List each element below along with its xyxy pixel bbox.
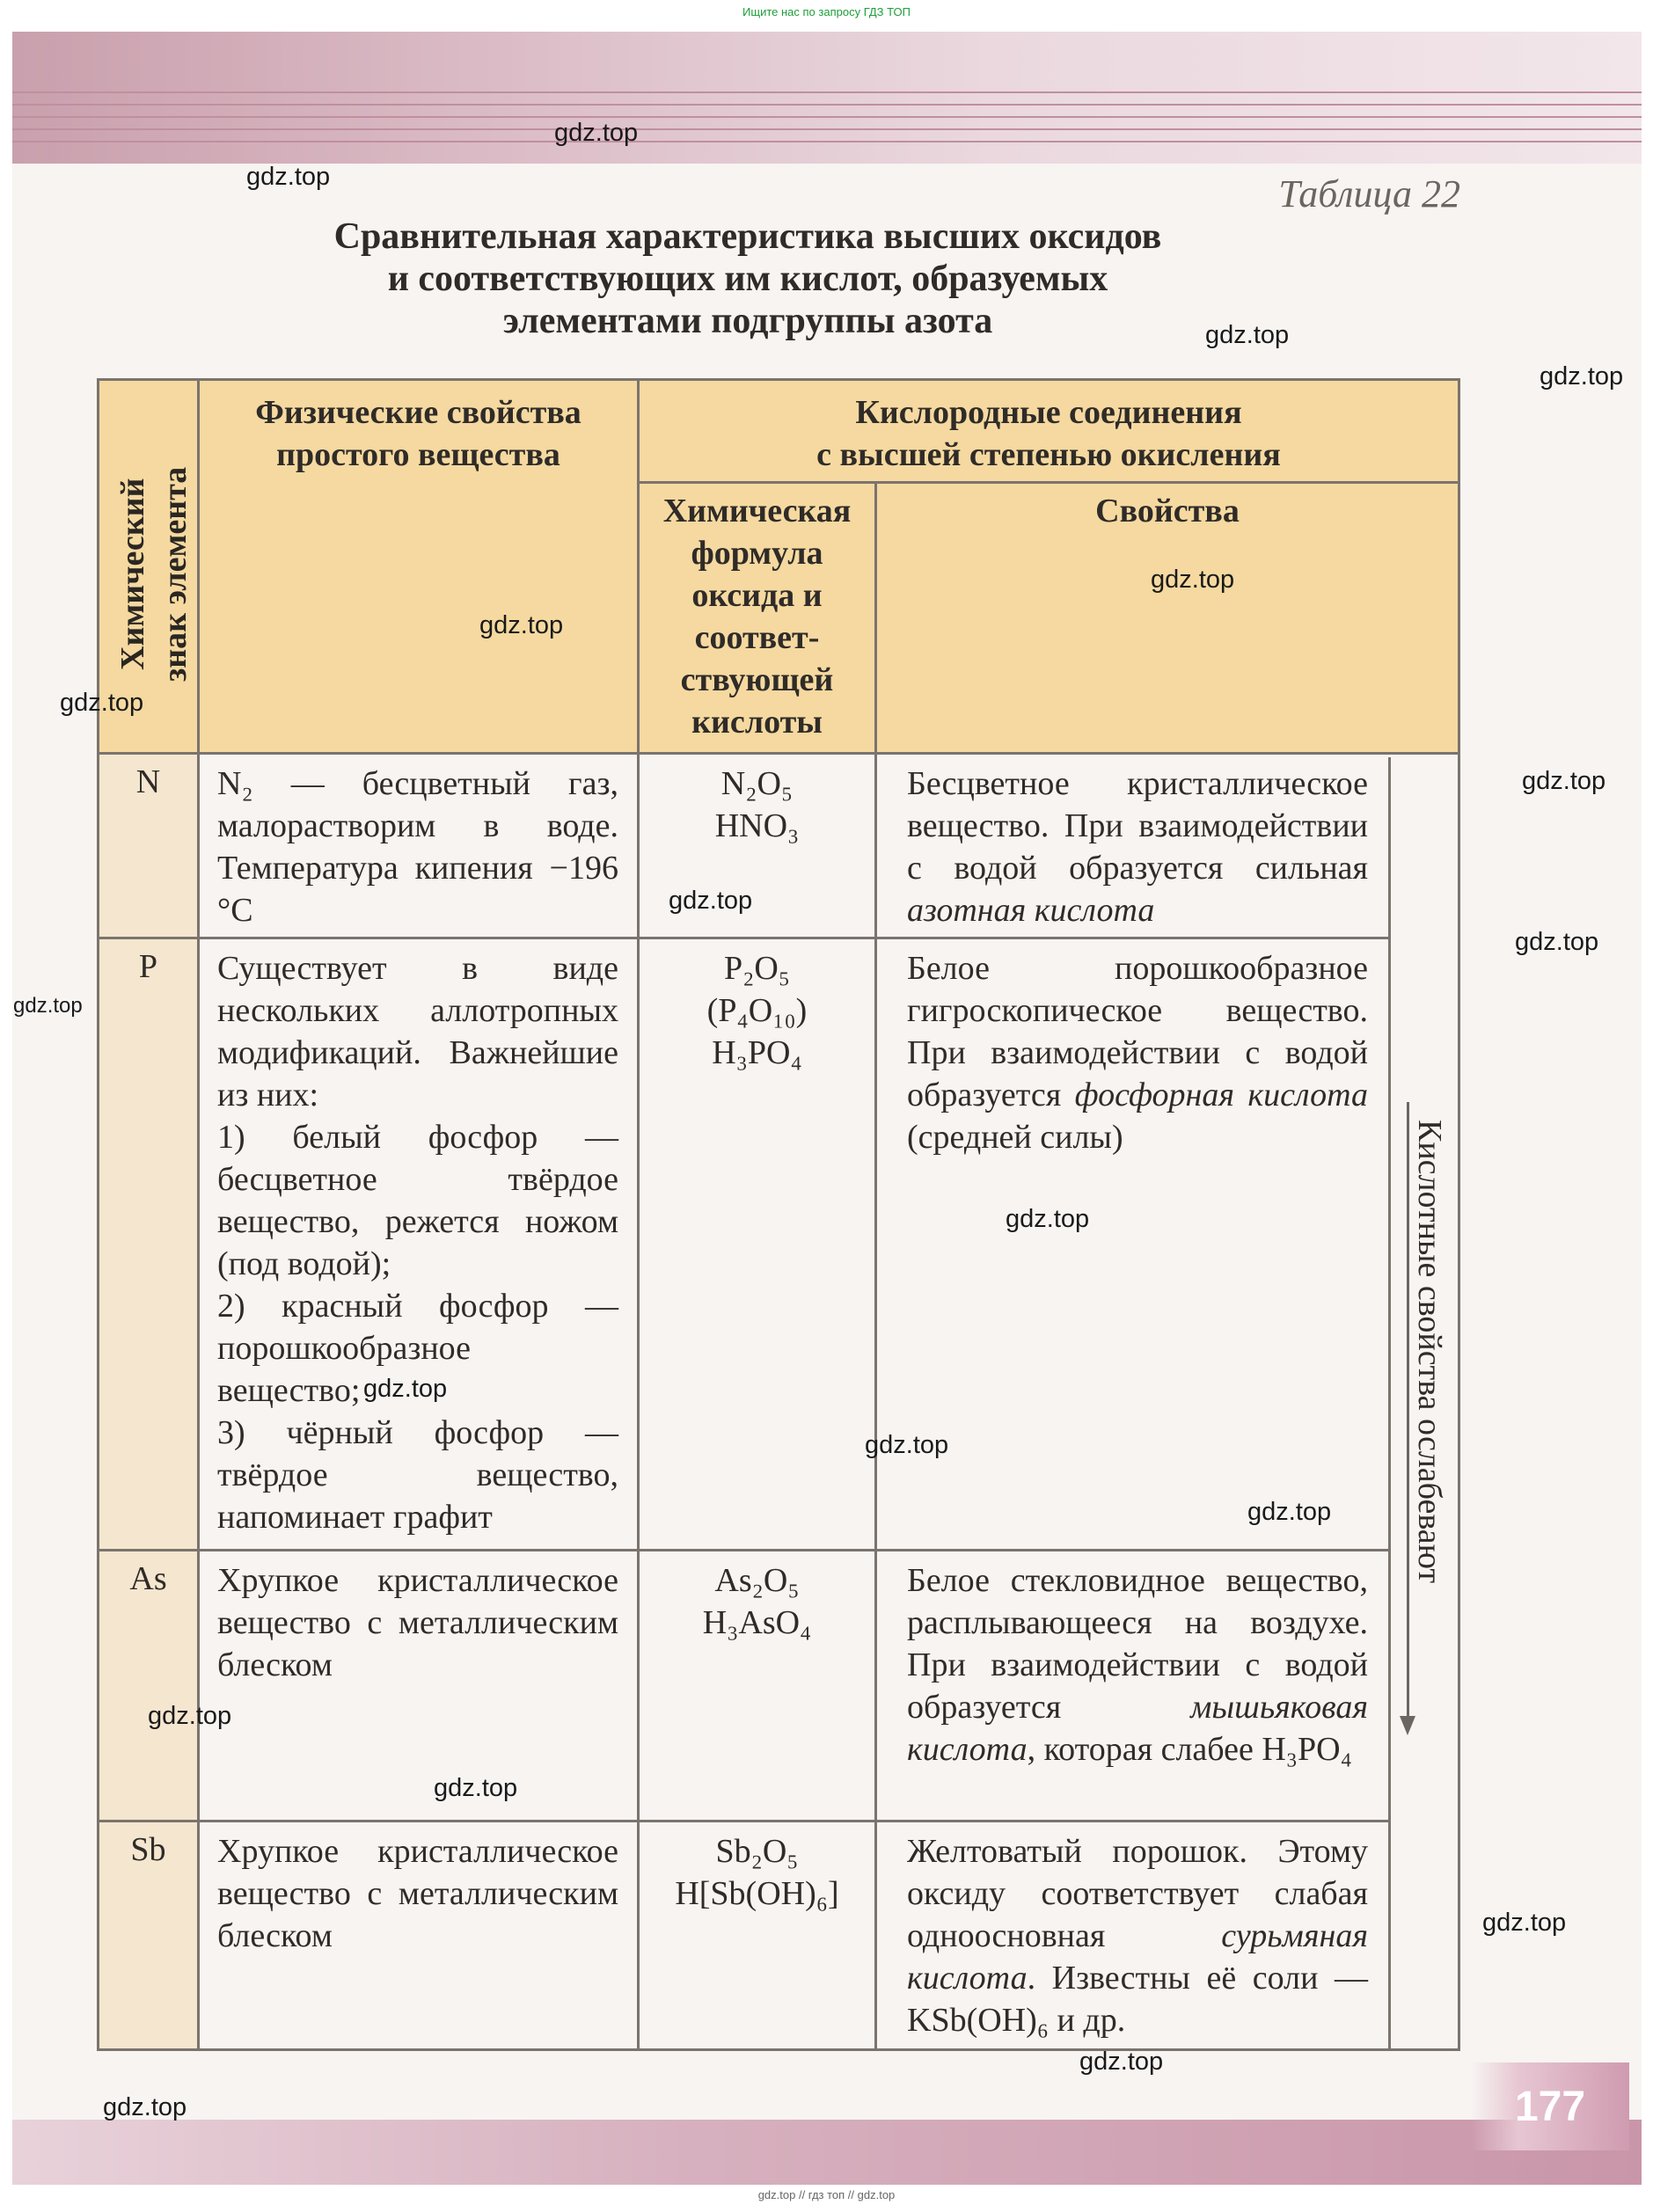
row-formulas [640,1559,874,1644]
formula: H₃PO₄ [712,1034,802,1071]
acidity-trend-label: Кислотные свойства ослабевают [1411,1120,1448,1584]
row-symbol: N [135,763,161,800]
header-line: Кислородные соединения [855,394,1242,431]
allotrope-item: 3) чёрный фосфор — твёрдое вещество, напоминает графит [217,1414,618,1536]
table-label: Таблица 22 [1278,172,1460,215]
watermark: gdz.top [1151,566,1235,594]
acid-name: азотная кислота [907,892,1155,929]
physical-text: Существует в виде нескольких аллотропных модификаций. Важнейшие из них: [217,950,618,1113]
properties-text: Белое стекловидное вещество, расплывающееся на воздухе. При взаимодействии с водой образуется [907,1562,1368,1726]
row-divider [99,1549,1388,1551]
watermark: gdz.top [1247,1498,1332,1526]
top-note[interactable]: Ищите нас по запросу ГДЗ ТОП [742,5,911,18]
row-physical: Хрупкое кристаллическое вещество с металлическим блеском [217,1562,618,1683]
acid-name: мышьяковая кислота [907,1689,1368,1768]
banner-stripe [12,116,1642,118]
page-title [220,215,1276,342]
properties-text: Бесцветное кристаллическое вещество. При взаимодействии с водой образуется сильная [907,765,1368,887]
acid-name: фосфорная кислота [1074,1077,1368,1113]
header-line: Физические свойства [255,394,581,431]
header-divider [99,752,1458,755]
formula: N₂O₅ [720,765,794,802]
watermark: gdz.top [1515,928,1599,956]
watermark: gdz.top [60,689,144,717]
row-symbol: As [129,1560,167,1597]
row-properties [907,1559,1368,1770]
watermark: gdz.top [554,119,639,147]
title-line: и соответствующих им кислот, образуемых [387,259,1108,299]
page-number: 177 [1471,2062,1629,2150]
symbol-header-line: Химический [114,478,151,671]
formula: As₂O₅ [714,1562,800,1599]
header-line: Химическая [662,493,852,529]
header-line: оксида и [691,577,823,614]
arrow-shaft [1407,1102,1409,1718]
watermark: gdz.top [479,611,564,639]
watermark: gdz.top [1540,362,1624,391]
comparison-table [97,378,1460,2051]
formula: (P₄O₁₀) [706,992,808,1029]
watermark: gdz.top [434,1774,518,1802]
column-divider [197,381,200,2048]
title-line: Сравнительная характеристика высших оксидов [333,216,1162,257]
header-divider [637,481,1458,484]
watermark: gdz.top [1006,1205,1090,1233]
properties-text: , которая слабее H₃PO₄ [1027,1731,1352,1768]
watermark: gdz.top [1079,2048,1164,2076]
physical-header [200,391,637,476]
row-formulas [640,763,874,847]
watermark: gdz.top [13,994,83,1018]
watermark: gdz.top [1522,767,1606,795]
header-line: соответ- [694,619,820,656]
properties-text: (средней силы) [907,1119,1123,1156]
row-formulas [640,1830,874,1915]
row-formulas [640,947,874,1074]
header-line: ствующей [680,661,834,698]
symbol-header-line: знак элемента [157,466,194,683]
banner-stripe [12,104,1642,106]
allotrope-item: 1) белый фосфор — бесцветное твёрдое вещество, режется ножом (под водой); [217,1119,618,1282]
row-symbol: P [138,948,158,985]
watermark: gdz.top [246,163,331,191]
header-line: формула [691,535,823,572]
row-properties [907,947,1368,1158]
row-physical: N₂ — бесцветный газ, малорастворим в воде. Температура кипения −196 °C [217,765,618,929]
formula-header [640,490,874,743]
watermark: gdz.top [148,1702,232,1730]
banner-stripe [12,91,1642,93]
row-divider [99,937,1388,939]
bottom-note[interactable]: gdz.top // гдз топ // gdz.top [757,2188,896,2201]
properties-header: Свойства [1095,493,1240,529]
arrow-down-icon [1400,1716,1415,1735]
acid-name: сурьмяная кислота [907,1917,1368,1997]
bottom-banner [12,2120,1642,2185]
title-line: элементами подгруппы азота [502,301,993,341]
banner-stripe [12,128,1642,130]
watermark: gdz.top [1482,1909,1567,1937]
row-properties [907,1830,1368,2041]
oxygen-compounds-header [640,391,1458,476]
watermark: gdz.top [103,2093,187,2121]
row-physical [217,947,618,1538]
row-divider [99,1820,1388,1822]
arrow-column-divider [1388,757,1391,2048]
formula: P₂O₅ [723,950,791,987]
watermark: gdz.top [363,1375,448,1403]
watermark: gdz.top [1205,321,1290,349]
properties-text: Желтоватый порошок. Этому оксиду соответствует слабая одноосновная [907,1833,1368,1954]
watermark: gdz.top [865,1431,949,1459]
header-line: простого вещества [276,436,560,473]
properties-text: . Известны её соли — KSb(OH)₆ и др. [907,1960,1368,2039]
banner-stripe [12,141,1642,142]
column-divider [874,481,877,2048]
header-line: кислоты [691,704,823,741]
row-symbol: Sb [130,1831,166,1868]
formula: H₃AsO₄ [702,1604,812,1641]
header-line: с высшей степенью окисления [816,436,1281,473]
formula: Sb₂O₅ [715,1833,799,1870]
properties-text: Белое порошкообразное гигроскопическое вещество. При взаимодействии с водой образуется [907,950,1368,1113]
watermark: gdz.top [669,887,753,915]
top-banner [12,32,1642,164]
row-physical: Хрупкое кристаллическое вещество с металлическим блеском [217,1833,618,1954]
allotrope-item: 2) красный фосфор — порошкообразное вещество; [217,1288,618,1409]
formula: H[Sb(OH)₆] [675,1875,839,1912]
formula: HNO₃ [714,807,800,844]
row-properties [907,763,1368,931]
